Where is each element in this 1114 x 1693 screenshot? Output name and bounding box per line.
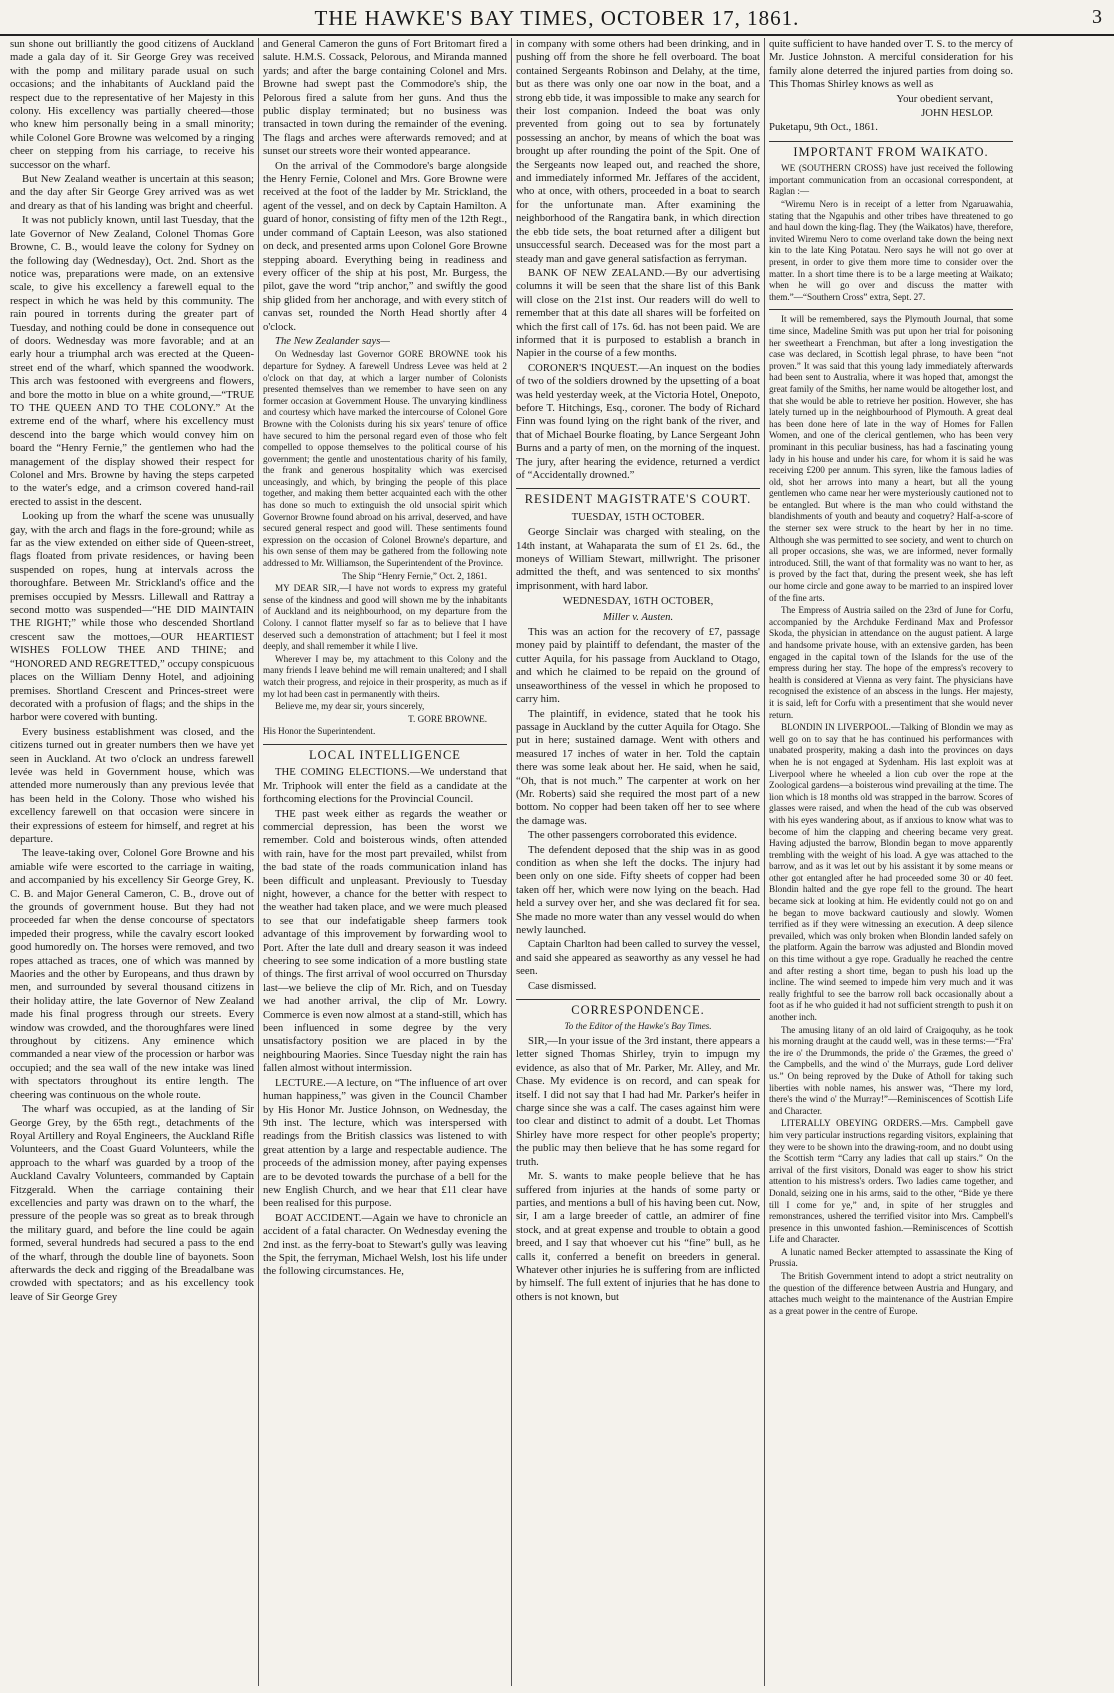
miscellany	[769, 309, 1013, 1317]
paragraph: It was not publicly known, until last Tuesday, that the late Governor of New Zealand, Colonel Thomas Gore Browne, C. B., would leave the colony for Sydney on the following day (Wednesday), Oct. 2nd. Short as the notice was, preparations were made, on an extensive scale, to give his excellency a farewell equal to the respect in which he was held by this community. The rain poured in torrents during the greater part of Tuesday, and nothing could be done in consequence out of doors. Wednesday was more favorable; and at an early hour a triumphal arch was erected at the Queen-street end of the wharf, which spanned the woodwork. This arch was festooned with evergreens and flowers, and bore the motto in blue on a white ground,—“TRUE TO THE QUEEN AND TO THE COLONY.” At the extreme end of the wharf, where his excellency must descend into the barge which would convey him on board the “Henry Fernie,” the gentlemen who had the management of the display showed their respect for Colonel and Mrs. Browne by having the steps carpeted to the water's edge, and a crimson covered hand-rail erected to assist in the descent.	[10, 214, 254, 508]
paragraph: Believe me, my dear sir, yours sincerely,	[275, 701, 425, 712]
column-rule	[258, 38, 259, 1686]
letter-signature: JOHN HESLOP.	[921, 107, 993, 120]
paragraph: Looking up from the wharf the scene was unusually gay, with the arch and flags in the fore-ground; while as far as the view extended on either side of Queen-street, flags floated from private residences, or having been suspended on ropes, hung at intervals across the thoroughfare. Between Mr. Strickland's office and the premises occupied by Messrs. Lillewall and Rattray a second motto was suspended—“HE DID MAINTAIN THE RIGHT;” while those who descended Shortland crescent saw the mottoes,—OUR HEARTIEST WISHES FOLLOW THEE AND THINE; and “HONORED AND REGRETTED,” occupy conspicuous places on the William Denny Hotel, and adjoining premises. Shortland Crescent and Princes-street were decorated with a profusion of flags; and the ships in the harbor were covered with bunting.	[10, 510, 254, 724]
paragraph: LITERALLY OBEYING ORDERS.—Mrs. Campbell gave him very particular instructions regarding visitors, explaining that they were to be shown into the drawing-room, and no doubt using the Scottish term “Carry any ladies that call up stairs.” On the arrival of the first visitors, Donald was eager to show his strict attention to his mistress's orders. Two ladies came together, and Donald, seizing one in his arms, said to the other, “Bide ye there till I come for ye,” and, in spite of her struggles and remonstrances, ushered the terrified visitor into Mrs. Campbell's presence in this unwonted fashion.—Reminiscences of Scottish Life and Character.	[769, 1118, 1013, 1245]
column-3	[516, 38, 760, 1686]
column-2	[263, 38, 507, 1686]
letter-addressee: His Honor the Superintendent.	[263, 726, 376, 737]
paragraph: BLONDIN IN LIVERPOOL.—Talking of Blondin we may as well go on to say that he has continued his performances with unabated prosperity, making a dash into the provinces on days when he is not engaged at Sydenham. His last exploit was at Liverpool where he wheeled a lion cub over the rope at the Zoological gardens—a boisterous wind prevailing at the time. The lion which is 18 months old was strapped in the barrow. Scores of glasses were raised, and when the head of the cub was observed with his eyes wandering about, as if anxious to know what was to become of him the clapping and cheering became very great. Having adjusted the barrow, Blondin began to move apparently trembling with the weight of his load. A gye was attached to the barrow, and as it was let out by his assistant it by some means or other got entangled after he had proceeded some 30 or 40 feet. Blondin halted and the gye rope fell to the ground. The heart became sick at looking at him. He evidently could not go on and he began to move backward cautiously and slowly. Women terrified as if they were witnessing an execution. A deep silence prevailed, which was only broken when Blondin landed safely on the platform. Again the barrow was adjusted and Blondin moved on this time without a gye rope. Gradually he reached the centre and after resting a short time, began to push his load up the incline. The wind seemed to impede him very much and it was really frightful to see the barrow roll back occasionally about a foot as if he who guided it had not sufficient strength to push it on another inch.	[769, 722, 1013, 1022]
letter-place-date: Puketapu, 9th Oct., 1861.	[769, 121, 878, 134]
paragraph: The amusing litany of an old laird of Craigoquhy, as he took his morning draught at the caudd well, was in these terms:—“Fra' the ire o' the Drummonds, the pride o' the Græmes, the greed o' the Campbells, and the wind o' the Murrays, gude Lord deliver us.” On being reproved by the Duke of Atholl for taking such liberties with noble names, his answer was, “There my lord, there's the wind o' the Murray!”—Reminiscences of Scottish Life and Character.	[769, 1024, 1013, 1116]
paragraph: The defendent deposed that the ship was in as good condition as when she left the docks. The injury had been only on one side. Fifty sheets of copper had been taken off her, which were now lying on the beach. Had held a survey over her, and she was declared fit for sea. She made no more water than any vessel would do when newly launched.	[516, 843, 760, 936]
paragraph: George Sinclair was charged with stealing, on the 14th instant, at Wahaparata the sum of £1 2s. 6d., the moneys of William Stewart, millwright. The prisoner admitted the theft, and was sentenced to six months' imprisonment, with hard labor.	[516, 526, 760, 592]
court-case-title: Miller v. Austen.	[602, 610, 674, 623]
column-rule	[764, 38, 765, 1686]
newspaper-title: THE HAWKE'S BAY TIMES, OCTOBER 17, 1861.	[314, 6, 800, 30]
column-4	[769, 38, 1013, 1686]
section-heading-court: RESIDENT MAGISTRATE'S COURT.	[516, 488, 760, 506]
paragraph: The other passengers corroborated this evidence.	[528, 829, 737, 842]
section-heading-local: LOCAL INTELLIGENCE	[263, 744, 507, 762]
letter-closing: Your obedient servant,	[896, 92, 993, 105]
court-date: WEDNESDAY, 16TH OCTOBER,	[562, 595, 714, 608]
paragraph: THE COMING ELECTIONS.—We understand that Mr. Triphook will enter the field as a candidate at the forthcoming elections for the Provincial Council.	[263, 766, 507, 806]
paragraph: quite sufficient to have handed over T. S. to the mercy of Mr. Justice Johnston. A merciful consideration for his family alone deterred the injured parties from doing so. This Thomas Shirley knows as well as	[769, 38, 1013, 91]
paragraph: “Wiremu Nero is in receipt of a letter from Ngaruawahia, stating that the Ngapuhis and other tribes have threatened to go and haul down the king-flag. They (the Waikatos) have, therefore, invited Wiremu Nero to come overland take down the being next kin to the late King Potatau. Nero says he will not go over at present, in order to give them more time to consider over the matter. In a short time there is to be a large meeting at Waikato; when he will go over and discuss the matter with them.”—“Southern Cross” extra, Sept. 27.	[769, 199, 1013, 302]
paragraph: LECTURE.—A lecture, on “The influence of art over human happiness,” was given in the Council Chamber by His Honor Mr. Justice Johnson, on Wednesday, the 9th inst. The lecture, which was interspersed with readings from the British classics was listened to with great attention by a large and respectable audience. The proceeds of the admission money, after paying expenses are to be devoted towards the purchase of a bell for the new English Church, and we hear that £11 clear have been realised for this purpose.	[263, 1076, 507, 1210]
paragraph: BOAT ACCIDENT.—Again we have to chronicle an accident of a fatal character. On Wednesday evening the 2nd inst. as the ferry-boat to Stewart's gully was leaving the Spit, the ferryman, Michael Welsh, lost his life under the following circumstances. He,	[263, 1211, 507, 1278]
paragraph: and General Cameron the guns of Fort Britomart fired a salute. H.M.S. Cossack, Pelorous, and Miranda manned yards; and after the barge containing Colonel and Mrs. Browne had swept past the Commodore's ship, the Pelorous fired a salute from her guns. And thus the public display terminated; but no business was transacted in town during the remainder of the evening. The flags and arches were afterwards removed; and at sunset our streets wore their wonted appearance.	[263, 38, 507, 158]
paragraph: On the arrival of the Commodore's barge alongside the Henry Fernie, Colonel and Mrs. Gore Browne were received at the foot of the ladder by Mr. Strickland, the agent of the vessel, and on deck by Captain Hamilton. A guard of honor, consisting of fifty men of the 12th Regt., under command of Captain Leeson, was also stationed on deck, and presented arms upon Colonel Gore Browne stepping aboard. Everything being in readiness and every officer of the ship at his post, Mr. Burgess, the pilot, gave the word “trip anchor,” and swiftly the good ship glided from her anchorage, and with every stitch of canvas set, rounded the North Head shortly after 4 o'clock.	[263, 159, 507, 333]
paragraph: WE (SOUTHERN CROSS) have just received the following important communication from an occasional correspondent, at Raglan :—	[769, 163, 1013, 197]
paragraph: The leave-taking over, Colonel Gore Browne and his amiable wife were escorted to the carriage in waiting, and accompanied by his excellency Sir George Grey, K. C. B. and Major General Cameron, C. B., drove out of the grounds of government house. But they had not proceeded far when the dense concourse of spectators impeded their progress, while the cavalry escort looked good humoredly on. The horses were removed, and two ropes attached as traces, one of which was manned by Maories and the other by Europeans, and thus drawn by men, and surrounded by several thousand citizens in their holiday attire, the late Governor of New Zealand made his final progress through our streets. Every window was crowded, and the thoroughfares were lined throughout by citizens. Any eminence which commanded a near view of the procession or harbor was occupied; and the sea wall of the new intake was lined with spectators throughout its entire length. The cheering was continuous on the whole route.	[10, 847, 254, 1101]
letter-salutation: To the Editor of the Hawke's Bay Times.	[564, 1021, 712, 1032]
masthead	[0, 0, 1114, 36]
section-heading-waikato: IMPORTANT FROM WAIKATO.	[769, 141, 1013, 159]
paragraph: THE past week either as regards the weather or commercial depression, has been the worst we remember. Cold and boisterous winds, often attended with rain, have for the most part prevailed, whilst from the bad state of the roads communication inland has been difficult and unpleasant. Previously to Tuesday night, however, a chance for the better with respect to the weather had taken place, and we were much pleased to see that our indefatigable sheep farmers took advantage of this improvement by forwarding wool to Port. After the late dull and dreary season it was indeed cheering to see some indication of a more bustling state of things. The first arrival of wool occurred on Thursday last—we believe the clip of Mr. Rich, and on Tuesday we had another arrival, the clip of Mr. Lowry. Commerce is even now almost at a stand-still, which has been influenced in some degree by the very unsatisfactory position we are placed in by the neighbouring Maories. Since Tuesday night the rain has fallen almost without intermission.	[263, 807, 507, 1075]
page-number: 3	[1092, 6, 1102, 28]
paragraph: in company with some others had been drinking, and in pushing off from the shore he fell overboard. The boat contained Sergeants Robinson and Delahy, at the time, but as there was only one oar now in the boat, and a strong ebb tide, it was impossible to make any search for their lost companion. Indeed the boat was only prevented from going out to sea by fortunately possessing an anchor, by means of which the boat was brought up after rounding the point of the Spit. One of the Sergeants now leaped out, and reached the shore, and immediately informed Mr. Jeffares of the accident, who at once, with others, proceeded in a boat to search for the unfortunate man. After examining the neighborhood of the Rangatira bank, in which direction the ebb tide sets, the boat returned after a diligent but unsuccessful search. Deceased was for the most part a steady man and gave general satisfaction as ferryman.	[516, 38, 760, 265]
paragraph: The New Zealander says—	[275, 334, 390, 347]
paragraph: The wharf was occupied, as at the landing of Sir George Grey, by the 65th regt., detachments of the Royal Artillery and Royal Engineers, the Auckland Rifle Volunteers, and the Coast Guard Volunteers, while the approach to the wharf was guarded by a troop of the Auckland Cavalry Volunteers, commanded by Captain Fitzgerald. When the carriage containing their excellencies and party was drawn on to the wharf, the pressure of the people was so great as to break through the military guard, and before the line could be again formed, several hundreds had secured a pass to the end of the wharf, through the double line of bayonets. Soon afterwards the deck and rigging of the Breadalbane was crowded with spectators; and as his excellency took leave of Sir George Grey	[10, 1103, 254, 1303]
paragraph: MY DEAR SIR,—I have not words to express my grateful sense of the kindness and good will shown me by the inhabitants of Auckland and its neighbourhood, on my departure from the Colony. I cannot flatter myself so far as to believe that I have deserved such a demonstration of attachment; but I feel it most deeply, and shall remember it while I live.	[263, 583, 507, 652]
court-date: TUESDAY, 15TH OCTOBER.	[571, 510, 705, 523]
paragraph: BANK OF NEW ZEALAND.—By our advertising columns it will be seen that the share list of this Bank will close on the 21st inst. Our readers will do well to remember that at this date all shares will be forfeited on which the first call of 17s. 6d. has not been paid. We are informed that it is purposed to establish a branch in Napier in the course of a few months.	[516, 266, 760, 360]
paragraph: Wherever I may be, my attachment to this Colony and the many friends I leave behind me will remain unaltered; and I shall watch their progress, and rejoice in their prosperity, as much as if my lot had been cast in permanently with theirs.	[263, 653, 507, 699]
paragraph: This was an action for the recovery of £7, passage money paid by plaintiff to defendant, the master of the cutter Aquila, for his passage from Auckland to Otago, and which he claimed to be repaid on the ground of unseaworthiness of the vessel in which he proposed to carry him.	[516, 626, 760, 706]
letter-dateline: The Ship “Henry Fernie,” Oct. 2, 1861.	[342, 570, 487, 581]
waikato-article	[769, 163, 1013, 303]
paragraph: Captain Charlton had been called to survey the vessel, and said she appeared as seaworthy as any vessel he had seen.	[516, 938, 760, 978]
paragraph: The plaintiff, in evidence, stated that he took his passage in Auckland by the cutter Aquila for Otago. She put in here; sustained damage. Went with others and measured 17 inches of water in her. Told the captain there was some leak about her. He said, when he said, “Oh, that is not much.” The carpenter at work on her (Mr. Roberts) said she required the most part of a new bottom. No copper had been taken off her to see where the damage was.	[516, 707, 760, 827]
paragraph: A lunatic named Becker attempted to assassinate the King of Prussia.	[769, 1246, 1013, 1269]
paragraph: On Wednesday last Governor GORE BROWNE took his departure for Sydney. A farewell Undress Levee was held at 2 o'clock on that day, at which a larger number of Colonists presented themselves than we remember to have seen on any former occasion at Government House. The unvarying kindliness and courtesy which have marked the intercourse of Colonel Gore Browne with the Colonists during his six years' tenure of office have secured to him the personal regard even of those who felt compelled to oppose themselves to the political course of his government; the gentle and unostentatious charity of his family, the frank and generous hospitality which was exercised unceasingly, and which, by bringing the people of this place together, and making them better acquainted each with the other has done so much to extinguish the old unsocial spirit which Governor Browne found abroad on his arrival, deserved, and have secured general respect and good will. These sentiments found expression on the occasion of Colonel Browne's departure, and his own sense of them may be gathered from the following note addressed to Mr. Williamson, the Superintendent of the Province.	[263, 349, 507, 569]
paragraph: Every business establishment was closed, and the citizens turned out in greater numbers then we have yet seen in Auckland. At two o'clock an undress farewell levée was held in Government house, which was attended more numerously than any previous levée that has been held in the Colony. Those who wished his excellency farewell on that occasion were sincere in their expressions of esteem for himself, and regret at his departure.	[10, 725, 254, 845]
paragraph: Mr. S. wants to make people believe that he has suffered from injuries at the hands of some party or parties, and mentions a bull of his having been cut. Now, sir, I am a large breeder of cattle, an admirer of fine stock, and at great expense and trouble to obtain a good breed, and I say that whoever cut his “fine” bull, as he calls it, conferred a benefit on breeders in general. Whatever other injuries he is suffering from are inflicted by himself. The full extent of injuries that he has done to others is not known, but	[516, 1170, 760, 1303]
paragraph: But New Zealand weather is uncertain at this season; and the day after Sir George Grey arrived was as wet and dreary as that of his landing was bright and cheerful.	[10, 173, 254, 212]
column-1	[10, 38, 254, 1686]
paragraph: SIR,—In your issue of the 3rd instant, there appears a letter signed Thomas Shirley, tryin to impugn my evidence, as also that of Mr. Parker, Mr. Alley, and Mr. Chase. My evidence is on record, and can speak for itself. I did not say that I had had Mr. Parker's heifer in charge since she was a calf. The cases against him were too clear and distinct to admit of a doubt. Let Thomas Shirley have more respect for other people's property; the public may then believe that he has some regard for truth.	[516, 1035, 760, 1168]
column-rule	[511, 38, 512, 1686]
paragraph: It will be remembered, says the Plymouth Journal, that some time since, Madeline Smith was put upon her trial for poisoning her sweetheart a Frenchman, but after a long investigation the case was declared, in Scottish legal phrase, to have been “not proven.” It was said that this young lady immediately afterwards had been sent to Australia, where it was hoped that, amongst the great family of the Smiths, her name would be altogether lost, and that she would be able to retrieve her position. However, she has lately turned up in the neighbourhood of Plymouth. A great deal has been done here of late in the way of Homes for Fallen Women, and one of the clerical gentlemen, who has been very prominant in this peculiar business, has had a fascinating young lady in his house and under his care, for whom it is said he was receiving £200 per annum. This syren, like the famous ladies of old, shot her arrows into many a heart, but all the young gentlemen who came near her were mysteriously cautioned not to be entangled. But where is the man who could withstand the blandishments of youth and beauty and coquetry? Half-a-score of the sterner sex were struck to the heart by her in no time. Although she was permitted to see society, and went to church on all proper occasions, she was, we are informed, never formally introduced. Still, the want of that formality was no want to her, as is proved by the fact that, during the present week, she has left our home circle and gone away to be married to an inspired lover of the fine arts.	[769, 314, 1013, 603]
paragraph: sun shone out brilliantly the good citizens of Auckland made a gala day of it. Sir George Grey was received with the pomp and military parade usual on such occasions; and the inhabitants of Auckland paid the respect due to the representative of her Majesty in this colony. His excellency was partially cheered—those who knew him personally being in a small minority; while Colonel Gore Browne was welcomed by a ringing cheer on stepping from his carriage, to receive his successor on the wharf.	[10, 38, 254, 171]
paragraph: The British Government intend to adopt a strict neutrality on the question of the difference between Austria and Hungary, and attaches much weight to the maintenance of the Austrian Empire as a great power in the centre of Europe.	[769, 1271, 1013, 1316]
paragraph: The Empress of Austria sailed on the 23rd of June for Corfu, accompanied by the Archduke Ferdinand Max and Professor Skoda, the physician in attendance on the august patient. A large and handsome private house, with an extensive garden, has been engaged in the capital town of the Islands for the use of the empress during her stay. The hope of the empress's recovery to health is considered at Vienna as very faint. The physicians have recognised the existence of an abscess in the lungs. Her majesty, it is said, left for Corfu with a presentiment that she would never return.	[769, 605, 1013, 720]
paragraph: CORONER'S INQUEST.—An inquest on the bodies of two of the soldiers drowned by the upsetting of a boat was held yesterday week, at the Victoria Hotel, Onepoto, before T. Hitchings, Esq., coroner. The body of Richard Finn was found lying on the right bank of the river, and that of Michael Bourke floating, by Lance Sergeant John Burns and a party of men, on the morning of the inquest. The jury, after hearing the evidence, returned a verdict of “Accidentally drowned.”	[516, 361, 760, 481]
paragraph: Case dismissed.	[528, 979, 597, 992]
letter-signature: T. GORE BROWNE.	[408, 713, 487, 724]
quoted-article	[263, 349, 507, 738]
section-heading-correspondence: CORRESPONDENCE.	[516, 999, 760, 1017]
